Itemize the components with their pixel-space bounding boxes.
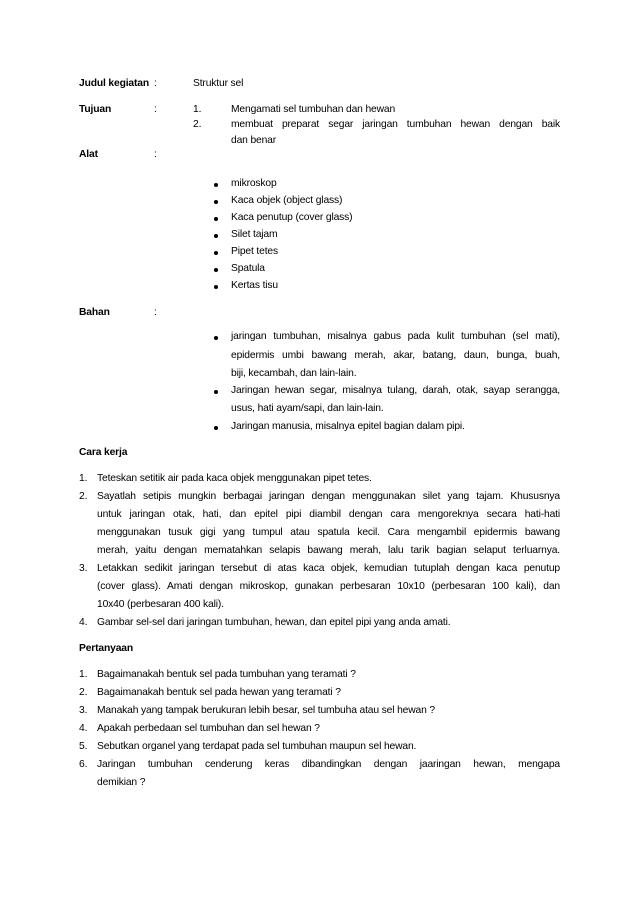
question-num-5: 5. (79, 741, 88, 752)
alat-item-7: Kertas tisu (231, 280, 278, 291)
bahan-item-2-line1: Jaringan hewan segar, misalnya tulang, darah, otak, sayap serangga, (231, 385, 560, 396)
step-2-line4: merah, yaitu dengan mematahkan selapis bawang merah, lalu tarik bagian selaput terluarnya. (97, 545, 560, 556)
tujuan-num-2: 2. (193, 119, 202, 130)
question-4: Apakah perbedaan sel tumbuhan dan sel hewan ? (97, 723, 320, 734)
step-2-line2: untuk jaringan otak, hati, dan epitel pipi diambil dengan cara mengoreknya secara hati-hati (97, 509, 560, 520)
question-5: Sebutkan organel yang terdapat pada sel tumbuhan maupun sel hewan. (97, 741, 417, 752)
question-6-line1: Jaringan tumbuhan cenderung keras dibandingkan dengan jaaringan hewan, mengapa (97, 759, 560, 770)
question-6-line2: demikian ? (97, 777, 146, 788)
bahan-item-2-line2: usus, hati ayam/sapi, dan lain-lain. (231, 403, 384, 414)
alat-item-4: Silet tajam (231, 229, 278, 240)
bullet-icon (214, 251, 218, 255)
alat-item-2: Kaca objek (object glass) (231, 195, 343, 206)
step-4-line1: Gambar sel-sel dari jaringan tumbuhan, hewan, dan epitel pipi yang anda amati. (97, 617, 451, 628)
alat-item-3: Kaca penutup (cover glass) (231, 212, 353, 223)
question-2: Bagaimanakah bentuk sel pada hewan yang teramati ? (97, 687, 341, 698)
tujuan-item-2-line2: dan benar (231, 135, 277, 146)
tujuan-item-1: Mengamati sel tumbuhan dan hewan (231, 104, 396, 115)
alat-label: Alat (79, 149, 98, 160)
tujuan-colon: : (154, 104, 157, 115)
question-num-3: 3. (79, 705, 88, 716)
step-3-line3: 10x40 (perbesaran 400 kali). (97, 599, 224, 610)
step-2-line3: menggunakan tusuk gigi yang tumpul atau spatula kecil. Cara mengambil epidermis bawang (97, 527, 560, 538)
question-3: Manakah yang tampak berukuran lebih besar, sel tumbuha atau sel hewan ? (97, 705, 435, 716)
step-num-3: 3. (79, 563, 88, 574)
alat-colon: : (154, 149, 157, 160)
step-num-1: 1. (79, 473, 88, 484)
step-num-2: 2. (79, 491, 88, 502)
tujuan-item-2-line1: membuat preparat segar jaringan tumbuhan hewan dengan baik (231, 119, 560, 130)
judul-label: Judul kegiatan (79, 78, 149, 89)
bahan-item-1-line1: jaringan tumbuhan, misalnya gabus pada kulit tumbuhan (sel mati), (231, 331, 560, 342)
step-2-line1: Sayatlah setipis mungkin berbagai jaringan dengan menggunakan silet yang tajam. Khususnya (97, 491, 560, 502)
bullet-icon (214, 336, 218, 340)
question-1: Bagaimanakah bentuk sel pada tumbuhan yang teramati ? (97, 669, 356, 680)
pertanyaan-title: Pertanyaan (79, 643, 134, 654)
step-num-4: 4. (79, 617, 88, 628)
tujuan-num-1: 1. (193, 104, 202, 115)
tujuan-label: Tujuan (79, 104, 112, 115)
step-3-line1: Letakkan sedikit jaringan tersebut di atas kaca objek, kemudian tutuplah dengan kaca penutup (97, 563, 560, 574)
question-num-6: 6. (79, 759, 88, 770)
step-3-line2: (cover glass). Amati dengan mikroskop, gunakan perbesaran 10x10 (perbesaran 100 kali), dan (97, 581, 560, 592)
step-1-line1: Teteskan setitik air pada kaca objek menggunakan pipet tetes. (97, 473, 372, 484)
bullet-icon (214, 234, 218, 238)
alat-item-6: Spatula (231, 263, 265, 274)
alat-item-5: Pipet tetes (231, 246, 279, 257)
bahan-item-3-line1: Jaringan manusia, misalnya epitel bagian dalam pipi. (231, 421, 465, 432)
alat-item-1: mikroskop (231, 178, 277, 189)
bullet-icon (214, 183, 218, 187)
bullet-icon (214, 217, 218, 221)
bahan-label: Bahan (79, 307, 110, 318)
judul-value: Struktur sel (193, 78, 244, 89)
question-num-2: 2. (79, 687, 88, 698)
question-num-1: 1. (79, 669, 88, 680)
bullet-icon (214, 200, 218, 204)
bullet-icon (214, 285, 218, 289)
bahan-colon: : (154, 307, 157, 318)
judul-colon: : (154, 78, 157, 89)
bahan-item-1-line2: epidermis umbi bawang merah, akar, batang, daun, bunga, buah, (231, 350, 560, 361)
cara-kerja-title: Cara kerja (79, 447, 128, 458)
bullet-icon (214, 426, 218, 430)
bahan-item-1-line3: biji, kecambah, dan lain-lain. (231, 368, 357, 379)
bullet-icon (214, 390, 218, 394)
bullet-icon (214, 268, 218, 272)
question-num-4: 4. (79, 723, 88, 734)
